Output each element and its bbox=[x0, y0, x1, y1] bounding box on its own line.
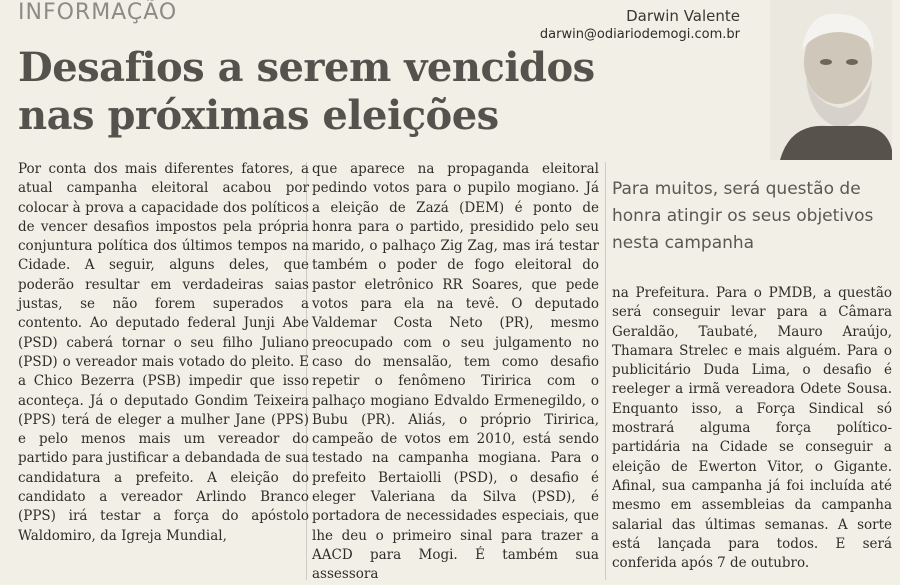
author-portrait-icon bbox=[770, 0, 892, 160]
author-portrait-graphic bbox=[770, 0, 892, 160]
headline bbox=[18, 44, 618, 140]
article-text-2: que aparece na propaganda eleitoral pedindo votos para o pupilo mogiano. Já a eleição de Zazá (DEM) é ponto de honra para o partido, presidido pelo seu marido, o palhaço Zig Zag, mas irá testar também o poder de fogo eleitoral do pastor eletrônico RR Soares, que pede votos para ela na tevê. O deputado Valdemar Costa Neto (PR), mesmo preocupado com o seu julgamento no caso do mensalão, tem como desafio repetir o fenômeno Tiririca com o palhaço mogiano Edvaldo Ermenegildo, o Bubu (PR). Aliás, o próprio Tiririca, campeão de votos em 2010, está sendo testado na campanha mogiana. Para o prefeito Bertaiolli (PSD), o desafio é eleger Valeriana da Silva (PSD), é portadora de necessidades especiais, que lhe deu o primeiro sinal para trazer a AACD para Mogi. É também sua assessora bbox=[312, 161, 599, 583]
section-label: INFORMAÇÃO bbox=[18, 0, 178, 25]
article-column-2 bbox=[312, 160, 599, 585]
article-text-3: na Prefeitura. Para o PMDB, a questão será conseguir levar para a Câmara Geraldão, Taubaté, Mauro Araújo, Thamara Strelec e mais alguém. Para o publicitário Duda Lima, o desafio é reeleger a irmã vereadora Odete Sousa. Enquanto isso, a Força Sindical só mostrará alguma força político-partidária na Cidade se conseguir a eleição de Ewerton Vitor, o Gigante. Afinal, sua campanha já foi incluída até mesmo em assembleias da campanha salarial das últimas semanas. A sorte está lançada para todos. E será conferida após 7 de outubro. bbox=[612, 285, 892, 572]
article-column-3 bbox=[612, 284, 892, 573]
author-name: Darwin Valente bbox=[626, 7, 740, 25]
headline-line-1: Desafios a serem vencidos bbox=[18, 44, 595, 91]
author-email: darwin@odiariodemogi.com.br bbox=[539, 27, 740, 42]
article-text-1: Por conta dos mais diferentes fatores, a atual campanha eleitoral acabou por colocar à prova a capacidade dos políticos de vencer desafios impostos pela própria conjuntura política dos últimos tempos na Cidade. A seguir, alguns deles, que poderão resultar em verdadeiras saias justas, se não forem superados a contento. Ao deputado federal Junji Abe (PSD) caberá tornar o seu filho Juliano (PSD) o vereador mais votado do pleito. E a Chico Bezerra (PSB) impedir que isso aconteça. Já o deputado Gondim Teixeira (PPS) terá de eleger a mulher Jane (PPS) e pelo menos mais um vereador do partido para justificar a debandada de sua candidatura a prefeito. A eleição do candidato a vereador Arlindo Branco (PPS) irá testar a força do apóstolo Waldomiro, da Igreja Mundial, bbox=[18, 161, 309, 544]
headline-line-2: nas próximas eleições bbox=[18, 92, 499, 139]
pull-quote: Para muitos, será questão de honra atingir os seus objetivos nesta campanha bbox=[612, 179, 874, 253]
column-divider-2 bbox=[605, 162, 606, 580]
article-column-1 bbox=[18, 160, 309, 546]
